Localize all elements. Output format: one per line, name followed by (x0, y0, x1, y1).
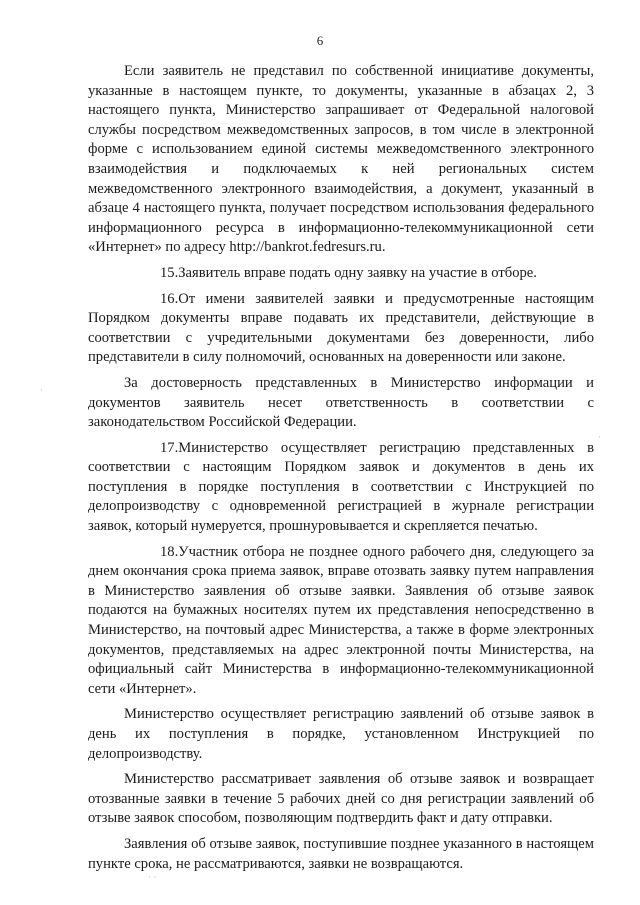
paragraph-15 (88, 264, 594, 284)
paragraph-text: Министерство осуществляет регистрацию представленных в соответствии с настоящим Порядком заявок и документов в день их поступления в порядке поступления в соответствии с Инструкцией по делопроизводству с одновременной регистрацией в журнале регистрации заявок, который нумеруется, прошнуровывается и скрепляется печатью. (88, 439, 594, 535)
paragraph-text: Заявитель вправе подать одну заявку на участие в отборе. (178, 264, 537, 281)
paragraph-late-withdrawal (88, 835, 594, 874)
paragraph-documents-request (88, 62, 594, 258)
paragraph-text: От имени заявителей заявки и предусмотренные настоящим Порядком документы вправе подавать их представители, действующие в соответствии с учредительными документами без доверенности, либо представители в силу полномочий, основанных на доверенности или законе. (88, 290, 594, 366)
paragraph-text: Участник отбора не позднее одного рабочего дня, следующего за днем окончания срока приема заявок, вправе отозвать заявку путем направления в Министерство заявления об отзыве заявки. Заявления об отзыве заявок подаются на бумажных носителях путем их представления непосредственно в Министерство, на почтовый адрес Министерства, а также в форме электронных документов, представляемых на адрес электронной почты Министерства, на официальный сайт Министерства в информационно-телекоммуникационной сети «Интернет». (88, 543, 594, 697)
paragraph-16 (88, 290, 594, 368)
document-body (88, 62, 594, 874)
paragraph-number: 16. (160, 290, 179, 307)
paragraph-17 (88, 439, 594, 537)
scan-speck: · (598, 432, 601, 442)
paragraph-text: Заявления об отзыве заявок, поступившие позднее указанного в настоящем пункте срока, не рассматриваются, заявки не возвращаются. (88, 835, 594, 872)
paragraph-responsibility (88, 374, 594, 433)
paragraph-withdrawal-registration (88, 705, 594, 764)
paragraph-text: За достоверность представленных в Министерство информации и документов заявитель несет ответственность в соответствии с законодательством Российской Федерации. (88, 374, 594, 431)
paragraph-18 (88, 543, 594, 700)
scan-speck: · (40, 385, 43, 395)
paragraph-number: 15. (160, 264, 179, 281)
page-number: 6 (316, 33, 324, 48)
paragraph-text: Если заявитель не представил по собственной инициативе документы, указанные в настоящем пункте, то документы, указанные в абзацах 2, 3 настоящего пункта, Министерство запрашивает от Федеральной налоговой службы посредством межведомственных запросов, в том числе в электронной форме с использованием единой системы межведомственного электронного взаимодействия и подключаемых к ней региональных систем межведомственного электронного взаимодействия, а документ, указанный в абзаце 4 настоящего пункта, получает посредством использования федерального информационного ресурса в информационно-телекоммуникационной сети «Интернет» по адресу http://bankrot.fedresurs.ru. (88, 63, 594, 256)
paragraph-number: 17. (160, 439, 179, 456)
paragraph-withdrawal-review (88, 770, 594, 829)
paragraph-text: Министерство рассматривает заявления об отзыве заявок и возвращает отозванные заявки в течение 5 рабочих дней со дня регистрации заявлений об отзыве заявок способом, позволяющим подтвердить факт и дату отправки. (88, 771, 594, 827)
paragraph-text: Министерство осуществляет регистрацию заявлений об отзыве заявок в день их поступления в порядке, установленном Инструкцией по делопроизводству. (88, 706, 594, 762)
paragraph-number: 18. (160, 543, 179, 560)
scan-speck: · · (148, 872, 157, 882)
